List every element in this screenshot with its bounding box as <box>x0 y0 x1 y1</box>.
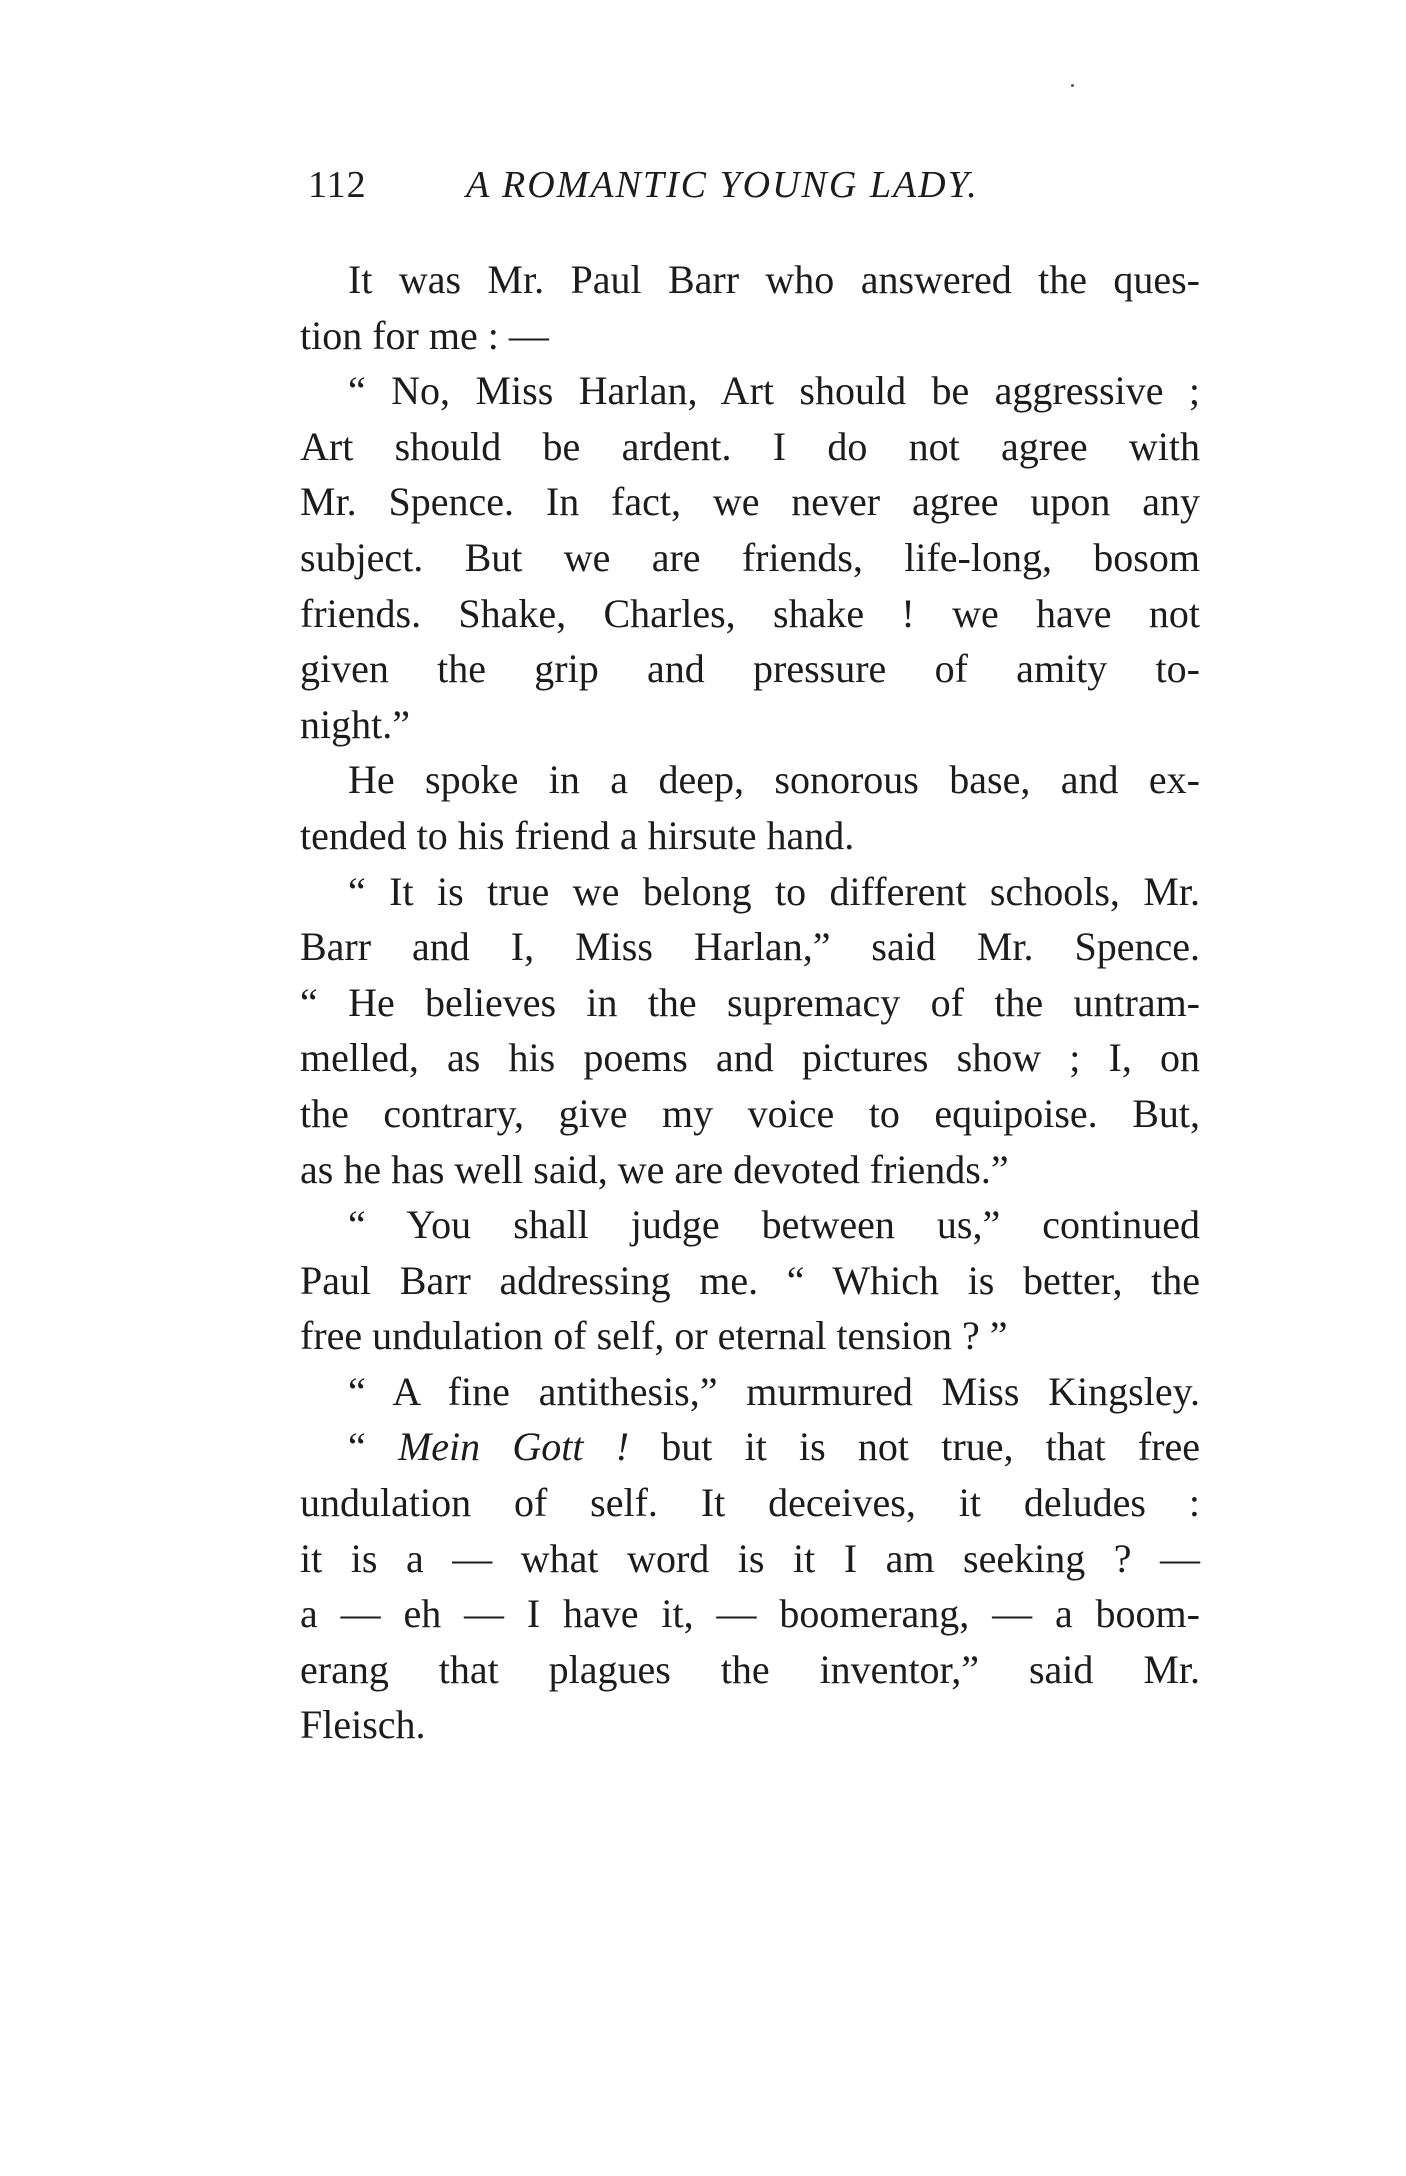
text-line: Fleisch. <box>300 1702 426 1748</box>
page-number: 112 <box>308 164 367 206</box>
text-line: Paul Barr addressing me. “ Which is better, the <box>300 1257 1200 1303</box>
text-line-mixed <box>300 1419 1200 1475</box>
text-line: as he has well said, we are devoted friends.” <box>300 1146 1009 1192</box>
text-line: melled, as his poems and pictures show ; I, on <box>300 1035 1200 1081</box>
italic-phrase: Mein Gott ! <box>397 1424 630 1470</box>
text-line: tion for me : — <box>300 312 549 358</box>
print-speck <box>1071 84 1074 87</box>
line-remainder: but it is not true, that free <box>629 1424 1201 1470</box>
text-line: a — eh — I have it, — boomerang, — a boom- <box>300 1591 1200 1637</box>
text-line: free undulation of self, or eternal tension ? ” <box>300 1313 1008 1359</box>
text-line: night.” <box>300 701 410 747</box>
running-title: A ROMANTIC YOUNG LADY. <box>466 164 979 206</box>
text-line: Art should be ardent. I do not agree with <box>300 423 1200 469</box>
text-line: subject. But we are friends, life-long, bosom <box>300 534 1200 580</box>
text-line: “ He believes in the supremacy of the untram- <box>300 979 1200 1025</box>
text-line: “ No, Miss Harlan, Art should be aggressive ; <box>348 368 1200 414</box>
text-line: “ You shall judge between us,” continued <box>348 1202 1200 1248</box>
text-line: given the grip and pressure of amity to- <box>300 646 1200 692</box>
text-line: erang that plagues the inventor,” said Mr. <box>300 1646 1200 1692</box>
text-line: He spoke in a deep, sonorous base, and ex- <box>348 757 1200 803</box>
body-text <box>300 252 1200 1753</box>
open-quote: “ <box>348 1424 398 1470</box>
text-line: tended to his friend a hirsute hand. <box>300 812 855 858</box>
running-header <box>300 160 1200 210</box>
text-line: undulation of self. It deceives, it deludes : <box>300 1480 1200 1526</box>
text-line: “ A fine antithesis,” murmured Miss Kingsley. <box>348 1368 1200 1414</box>
text-line: Barr and I, Miss Harlan,” said Mr. Spence. <box>300 924 1200 970</box>
text-line: friends. Shake, Charles, shake ! we have not <box>300 590 1200 636</box>
text-line: Mr. Spence. In fact, we never agree upon any <box>300 479 1200 525</box>
text-line: it is a — what word is it I am seeking ? — <box>300 1535 1200 1581</box>
text-line: “ It is true we belong to different schools, Mr. <box>348 868 1200 914</box>
text-line: the contrary, give my voice to equipoise. But, <box>300 1090 1200 1136</box>
text-line: It was Mr. Paul Barr who answered the ques- <box>348 257 1200 302</box>
